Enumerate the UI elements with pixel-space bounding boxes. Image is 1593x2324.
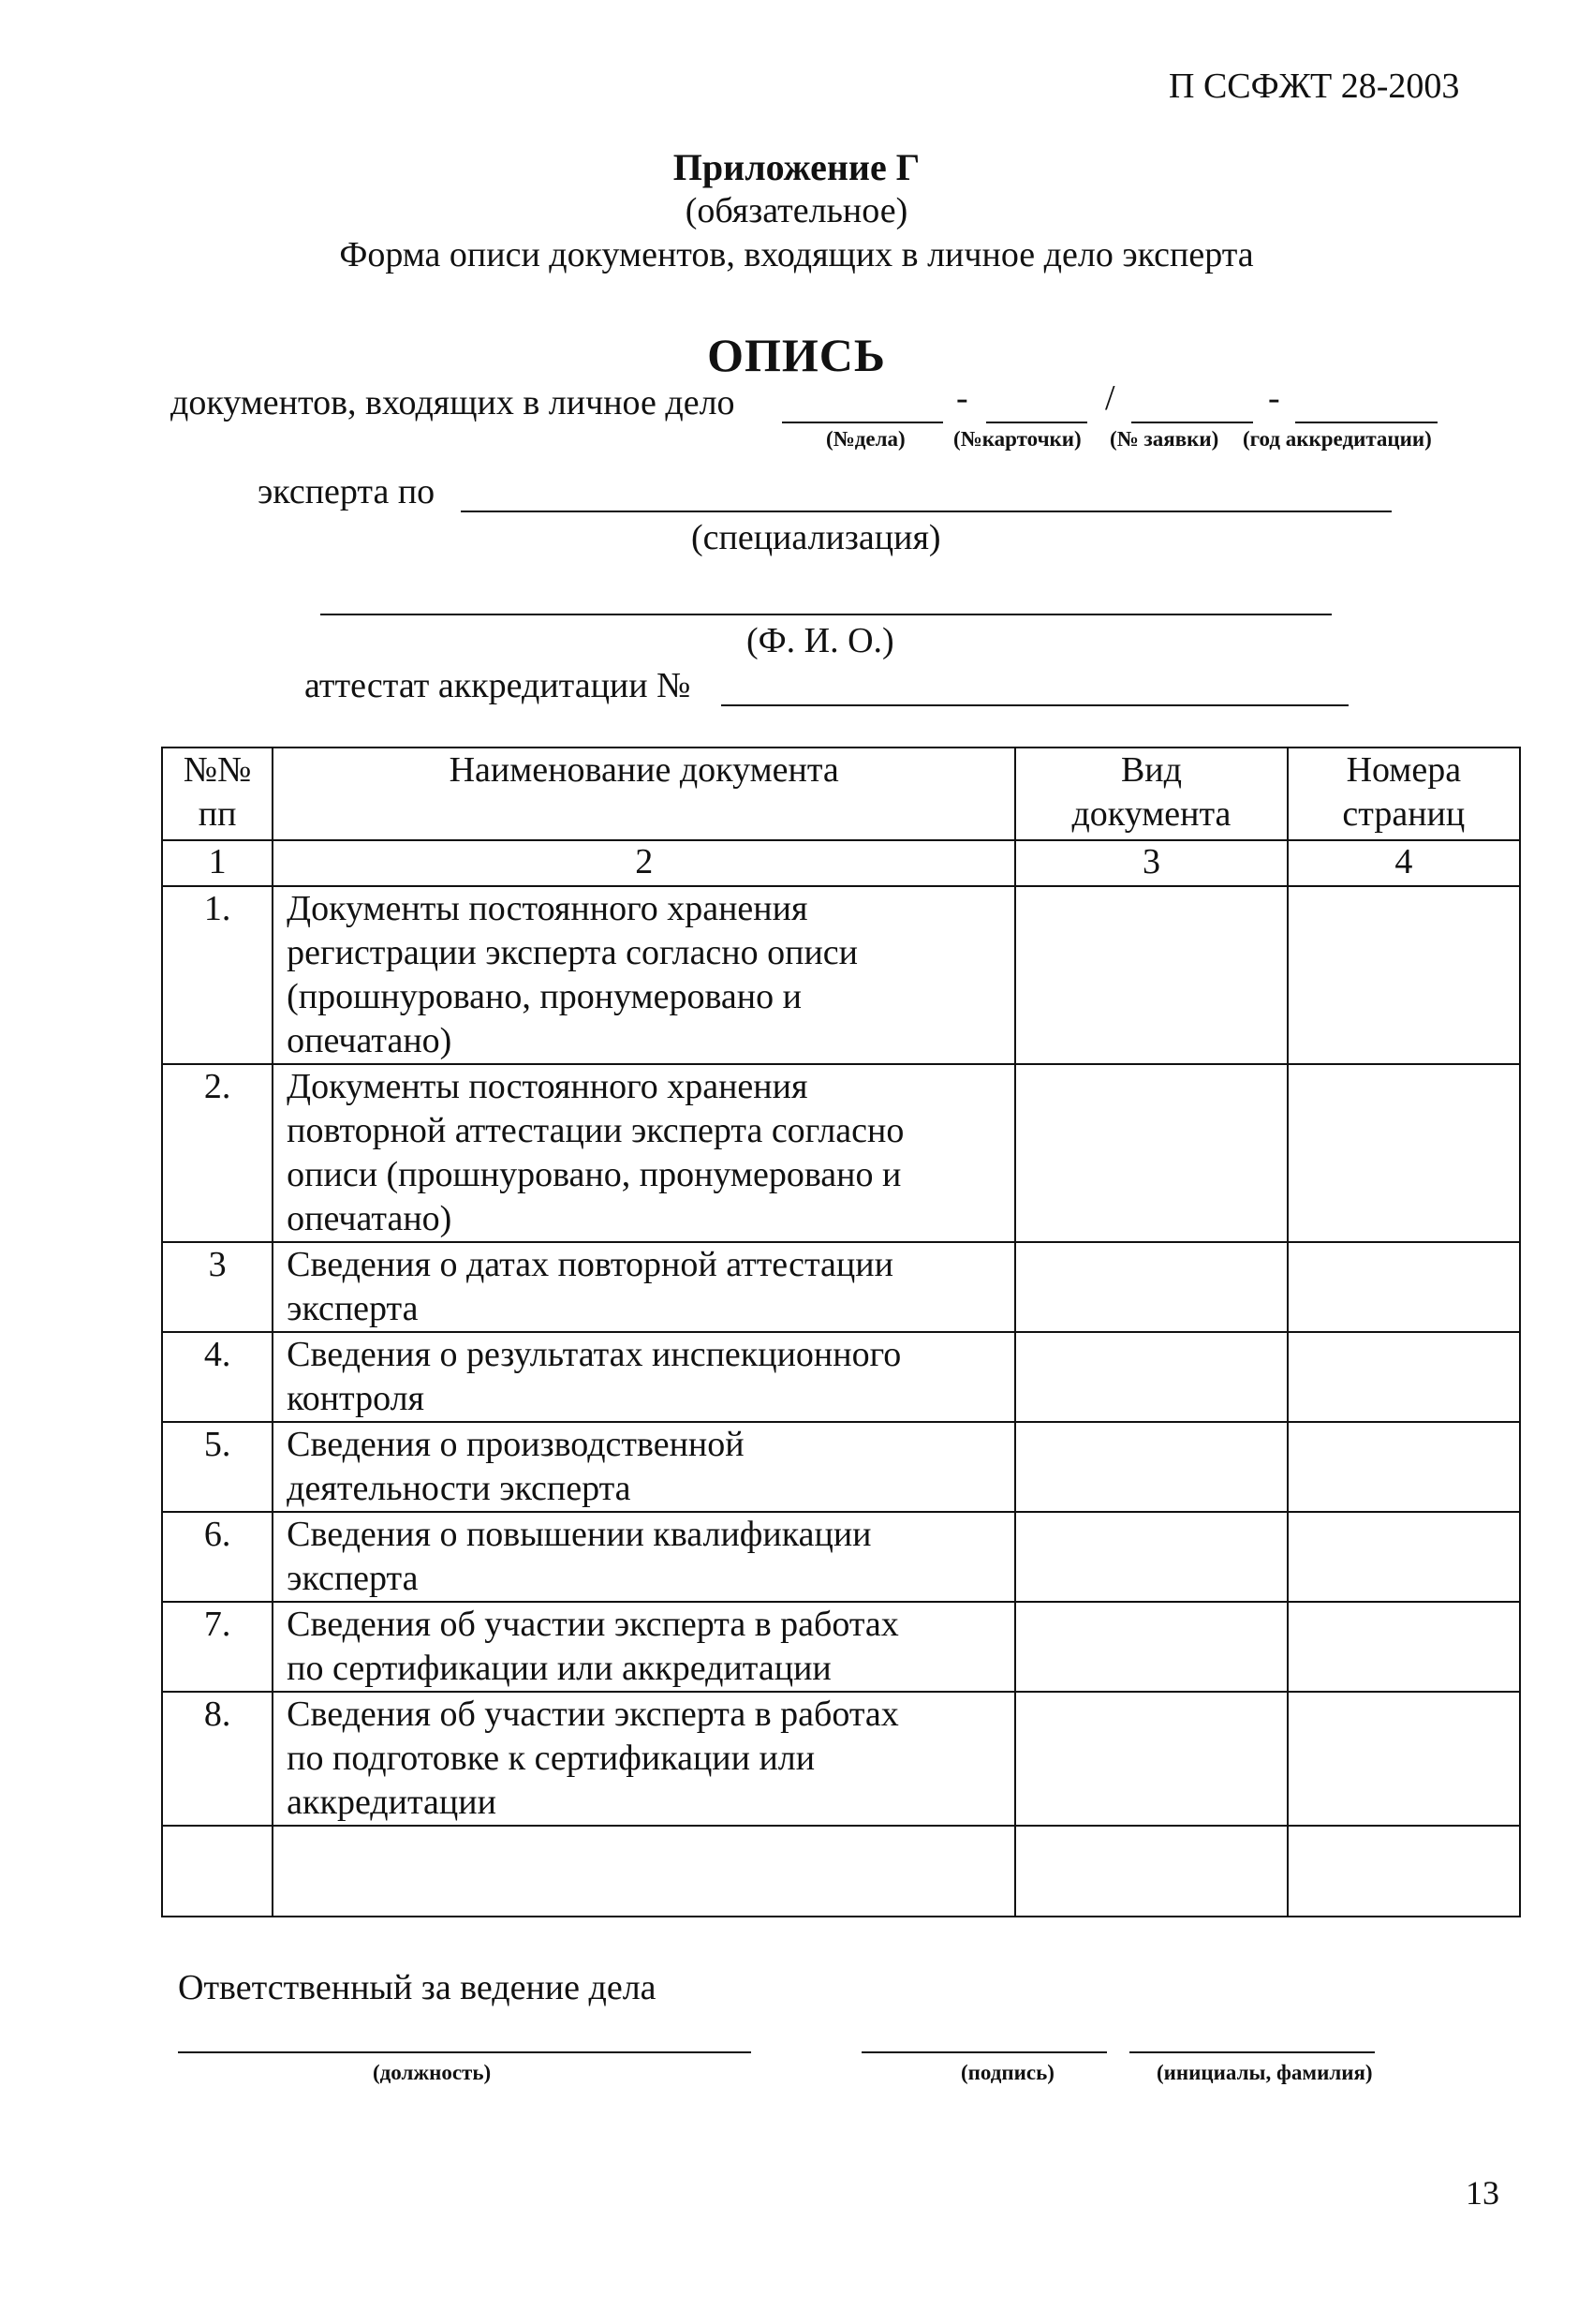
fio-field[interactable] — [320, 614, 1332, 615]
document-name-line: по сертификации или аккредитации — [287, 1649, 832, 1688]
column-number: 1 — [162, 840, 273, 886]
table-body — [162, 886, 1520, 1917]
row-number — [162, 1826, 273, 1917]
header-document-name-line-1: Наименование документа — [449, 750, 839, 790]
column-number: 2 — [273, 840, 1015, 886]
document-name-line: по подготовке к сертификации или — [287, 1739, 816, 1778]
table-header-row — [162, 748, 1520, 840]
page-numbers-cell[interactable] — [1288, 1692, 1520, 1826]
row-number: 4. — [162, 1332, 273, 1422]
hint-card-number: (№карточки) — [953, 427, 1082, 451]
separator-slash: / — [1105, 378, 1115, 418]
document-type-cell[interactable] — [1015, 1826, 1287, 1917]
specialization-hint: (специализация) — [691, 518, 941, 557]
document-name-line: опечатано) — [287, 1021, 452, 1060]
case-number-field[interactable] — [782, 422, 943, 423]
row-number: 3 — [162, 1242, 273, 1332]
header-number — [162, 748, 273, 840]
table-row — [162, 1826, 1520, 1917]
document-name-cell — [273, 1064, 1015, 1242]
page-numbers-cell[interactable] — [1288, 1064, 1520, 1242]
document-name-line: Документы постоянного хранения — [287, 1067, 808, 1106]
page-numbers-cell[interactable] — [1288, 1422, 1520, 1512]
table-row — [162, 1422, 1520, 1512]
header-document-type — [1015, 748, 1287, 840]
document-type-cell[interactable] — [1015, 1512, 1287, 1602]
hint-request-number: (№ заявки) — [1110, 427, 1219, 451]
page-numbers-cell[interactable] — [1288, 1242, 1520, 1332]
header-number-line-2: пп — [198, 794, 237, 834]
row-number: 8. — [162, 1692, 273, 1826]
page-number: 13 — [1466, 2174, 1499, 2212]
document-name-line: Сведения о датах повторной аттестации — [287, 1245, 893, 1284]
documents-table — [161, 747, 1521, 1917]
header-number-line-1: №№ — [183, 750, 252, 790]
document-name-line: деятельности эксперта — [287, 1469, 631, 1508]
row-number: 5. — [162, 1422, 273, 1512]
row-number: 2. — [162, 1064, 273, 1242]
hint-case-number: (№дела) — [826, 427, 906, 451]
separator-dash-2: - — [1268, 378, 1280, 418]
hint-signature: (подпись) — [961, 2061, 1055, 2084]
header-page-numbers-line-1: Номера — [1346, 750, 1462, 790]
appendix-title: Приложение Г — [672, 146, 921, 188]
table-row — [162, 1692, 1520, 1826]
page-numbers-cell[interactable] — [1288, 886, 1520, 1064]
column-number: 4 — [1288, 840, 1520, 886]
document-name-cell — [273, 1602, 1015, 1692]
document-name-line: описи (прошнуровано, пронумеровано и — [287, 1155, 902, 1194]
table-row — [162, 1602, 1520, 1692]
document-name-line: эксперта — [287, 1559, 419, 1598]
document-name-line: Сведения о производственной — [287, 1425, 745, 1464]
header-document-type-line-2: документа — [1071, 794, 1232, 834]
specialization-field[interactable] — [461, 511, 1392, 512]
document-name-cell — [273, 1332, 1015, 1422]
document-name-line: контроля — [287, 1379, 425, 1418]
table-row — [162, 886, 1520, 1064]
column-number-row — [162, 840, 1520, 886]
header-document-name — [273, 748, 1015, 840]
document-type-cell[interactable] — [1015, 1332, 1287, 1422]
accreditation-year-field[interactable] — [1295, 422, 1438, 423]
hint-name: (инициалы, фамилия) — [1157, 2061, 1373, 2084]
row-number: 1. — [162, 886, 273, 1064]
request-number-field[interactable] — [1131, 422, 1253, 423]
table-row — [162, 1242, 1520, 1332]
responsible-label: Ответственный за ведение дела — [178, 1968, 656, 2007]
document-name-line: Сведения о результатах инспекционного — [287, 1335, 902, 1374]
page-numbers-cell[interactable] — [1288, 1512, 1520, 1602]
document-name-line: регистрации эксперта согласно описи — [287, 933, 859, 972]
appendix-description: Форма описи документов, входящих в личное дело эксперта — [339, 235, 1254, 274]
page-numbers-cell[interactable] — [1288, 1332, 1520, 1422]
position-field[interactable] — [178, 2051, 751, 2053]
header-document-type-line-1: Вид — [1120, 750, 1182, 790]
signature-field[interactable] — [862, 2051, 1107, 2053]
document-type-cell[interactable] — [1015, 1242, 1287, 1332]
page-numbers-cell[interactable] — [1288, 1602, 1520, 1692]
document-name-cell — [273, 886, 1015, 1064]
document-name-line: повторной аттестации эксперта согласно — [287, 1111, 905, 1150]
document-type-cell[interactable] — [1015, 1692, 1287, 1826]
certificate-number-field[interactable] — [721, 704, 1349, 706]
column-number: 3 — [1015, 840, 1287, 886]
document-type-cell[interactable] — [1015, 1064, 1287, 1242]
card-number-field[interactable] — [986, 422, 1087, 423]
header-page-numbers-line-2: страниц — [1342, 794, 1466, 834]
hint-position: (должность) — [373, 2061, 492, 2084]
document-name-line: Документы постоянного хранения — [287, 889, 808, 928]
row-number: 7. — [162, 1602, 273, 1692]
document-name-cell — [273, 1422, 1015, 1512]
document-name-cell — [273, 1512, 1015, 1602]
document-name-cell — [273, 1242, 1015, 1332]
page-numbers-cell[interactable] — [1288, 1826, 1520, 1917]
fio-hint: (Ф. И. О.) — [746, 621, 894, 660]
separator-dash: - — [956, 378, 968, 418]
document-name-line: аккредитации — [287, 1783, 496, 1822]
document-type-cell[interactable] — [1015, 1422, 1287, 1512]
table-row — [162, 1332, 1520, 1422]
appendix-type: (обязательное) — [685, 191, 908, 230]
expert-label: эксперта по — [258, 472, 435, 511]
hint-accreditation-year: (год аккредитации) — [1243, 427, 1432, 451]
document-name-line: Сведения об участии эксперта в работах — [287, 1605, 899, 1644]
case-label: документов, входящих в личное дело — [170, 383, 735, 422]
document-name-line: эксперта — [287, 1289, 419, 1328]
document-type-cell[interactable] — [1015, 886, 1287, 1064]
document-code: П ССФЖТ 28-2003 — [1169, 67, 1460, 106]
document-name-line: опечатано) — [287, 1199, 452, 1238]
document-name-line: (прошнуровано, пронумеровано и — [287, 977, 802, 1016]
header-page-numbers — [1288, 748, 1520, 840]
document-name-cell — [273, 1692, 1015, 1826]
form-title: ОПИСЬ — [707, 329, 886, 381]
document-name-line: Сведения об участии эксперта в работах — [287, 1695, 899, 1734]
row-number: 6. — [162, 1512, 273, 1602]
certificate-label: аттестат аккредитации № — [304, 666, 691, 705]
name-field[interactable] — [1129, 2051, 1375, 2053]
document-name-line: Сведения о повышении квалификации — [287, 1515, 872, 1554]
document-name-cell — [273, 1826, 1015, 1917]
document-type-cell[interactable] — [1015, 1602, 1287, 1692]
table-row — [162, 1512, 1520, 1602]
table-row — [162, 1064, 1520, 1242]
